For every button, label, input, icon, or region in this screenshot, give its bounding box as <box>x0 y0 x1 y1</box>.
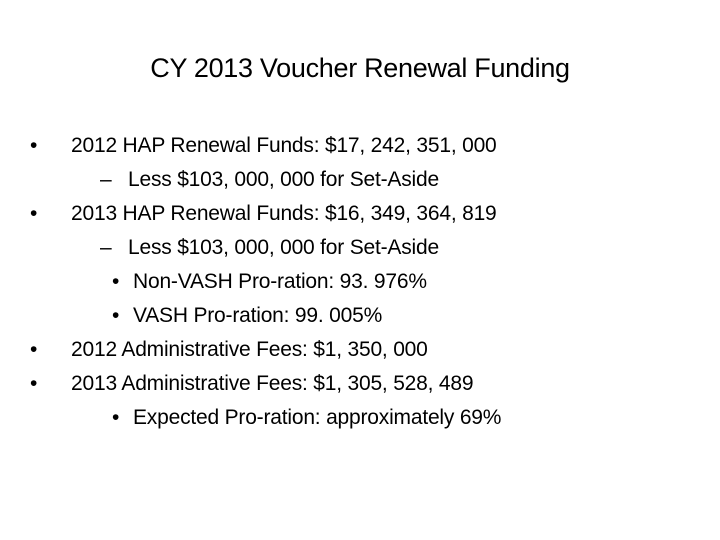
sub-sub-bullet-non-vash <box>0 265 720 299</box>
bullet-list <box>0 129 720 435</box>
dash-marker: – <box>100 168 112 191</box>
bullet-marker: • <box>30 372 38 395</box>
bullet-2013-hap-renewal <box>0 197 720 231</box>
bullet-text: 2013 HAP Renewal Funds: $16, 349, 364, 819 <box>71 202 497 225</box>
sub-sub-bullet-vash <box>0 299 720 333</box>
dash-marker: – <box>100 236 112 259</box>
bullet-text: 2012 HAP Renewal Funds: $17, 242, 351, 000 <box>71 134 497 157</box>
sub-bullet-2013-set-aside <box>0 231 720 265</box>
bullet-text: Less $103, 000, 000 for Set-Aside <box>128 236 439 259</box>
slide-title: CY 2013 Voucher Renewal Funding <box>150 53 570 83</box>
bullet-marker: • <box>30 338 38 361</box>
bullet-2013-admin-fees <box>0 367 720 401</box>
sub-bullet-2012-set-aside <box>0 163 720 197</box>
sub-sub-bullet-expected-proration <box>0 401 720 435</box>
bullet-text: 2012 Administrative Fees: $1, 350, 000 <box>71 338 428 361</box>
bullet-marker: • <box>30 134 38 157</box>
bullet-marker: • <box>112 304 120 327</box>
bullet-marker: • <box>112 270 120 293</box>
bullet-text: Expected Pro-ration: approximately 69% <box>133 406 502 429</box>
bullet-text: 2013 Administrative Fees: $1, 305, 528, 489 <box>71 372 474 395</box>
bullet-marker: • <box>112 406 120 429</box>
bullet-text: Less $103, 000, 000 for Set-Aside <box>128 168 439 191</box>
bullet-text: Non-VASH Pro-ration: 93. 976% <box>133 270 427 293</box>
bullet-marker: • <box>30 202 38 225</box>
bullet-2012-admin-fees <box>0 333 720 367</box>
bullet-2012-hap-renewal <box>0 129 720 163</box>
bullet-text: VASH Pro-ration: 99. 005% <box>133 304 383 327</box>
